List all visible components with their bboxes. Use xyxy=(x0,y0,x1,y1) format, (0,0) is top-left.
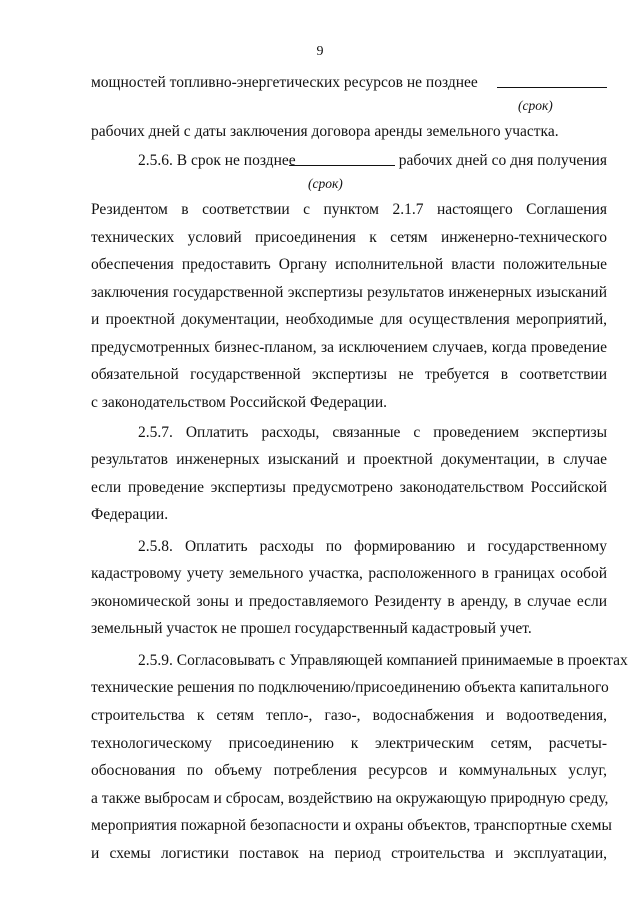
text-line: Федерации. xyxy=(91,506,169,523)
text-line xyxy=(91,72,607,94)
term-note: (срок) xyxy=(308,176,343,191)
text-line: Резидентом в соответствии с пунктом 2.1.7 настоящего Соглашения xyxy=(91,201,607,218)
text-line: мероприятия пожарной безопасности и охраны объектов, транспортные схемы xyxy=(91,817,612,834)
text-line: земельный участок не прошел государственный кадастровый учет. xyxy=(91,620,532,637)
text-line: с законодательством Российской Федерации. xyxy=(91,394,388,411)
term-blank xyxy=(289,150,395,166)
term-blank xyxy=(497,72,607,88)
paragraph-2-5-9-first-line: 2.5.9. Согласовывать с Управляющей компанией принимаемые в проектах xyxy=(138,652,628,669)
line-text: 2.5.6. В срок не позднее xyxy=(138,152,296,169)
page-number: 9 xyxy=(316,44,324,59)
text-line: если проведение экспертизы предусмотрено законодательством Российской xyxy=(91,479,607,496)
paragraph-2-5-8-first-line: 2.5.8. Оплатить расходы по формированию и государственному xyxy=(138,538,607,555)
text-line: экономической зоны и предоставляемого Резиденту в аренду, в случае если xyxy=(91,593,607,610)
text-line: а также выбросам и сбросам, воздействию на окружающую природную среду, xyxy=(91,790,609,807)
text-line: обязательной государственной экспертизы не требуется в соответствии xyxy=(91,366,607,383)
text-line: предусмотренных бизнес-планом, за исключением случаев, когда проведение xyxy=(91,339,607,356)
text-line: технологическому присоединению к электрическим сетям, расчеты- xyxy=(91,735,607,752)
term-note: (срок) xyxy=(518,98,553,113)
text-line: и проектной документации, необходимые для осуществления мероприятий, xyxy=(91,311,607,328)
text-line: обеспечения предоставить Органу исполнительной власти положительные xyxy=(91,256,607,273)
text-line: и схемы логистики поставок на период строительства и эксплуатации, xyxy=(91,845,607,862)
paragraph-2-5-7-first-line: 2.5.7. Оплатить расходы, связанные с проведением экспертизы xyxy=(138,424,607,441)
text-line: заключения государственной экспертизы результатов инженерных изысканий xyxy=(91,284,607,301)
text-line: результатов инженерных изысканий и проектной документации, в случае xyxy=(91,451,607,468)
text-line: обоснования по объему потребления ресурсов и коммунальных услуг, xyxy=(91,762,607,779)
line-text: мощностей топливно-энергетических ресурсов не позднее xyxy=(91,74,478,91)
text-line: технических условий присоединения к сетям инженерно-технического xyxy=(91,229,607,246)
line-text: рабочих дней со дня получения xyxy=(398,152,607,169)
text-line: рабочих дней с даты заключения договора аренды земельного участка. xyxy=(91,123,559,140)
paragraph-2-5-6-first-line xyxy=(138,150,607,172)
text-line: кадастровому учету земельного участка, расположенного в границах особой xyxy=(91,565,607,582)
text-line: технические решения по подключению/присоединению объекта капитального xyxy=(91,679,609,696)
text-line: строительства к сетям тепло-, газо-, водоснабжения и водоотведения, xyxy=(91,707,607,724)
